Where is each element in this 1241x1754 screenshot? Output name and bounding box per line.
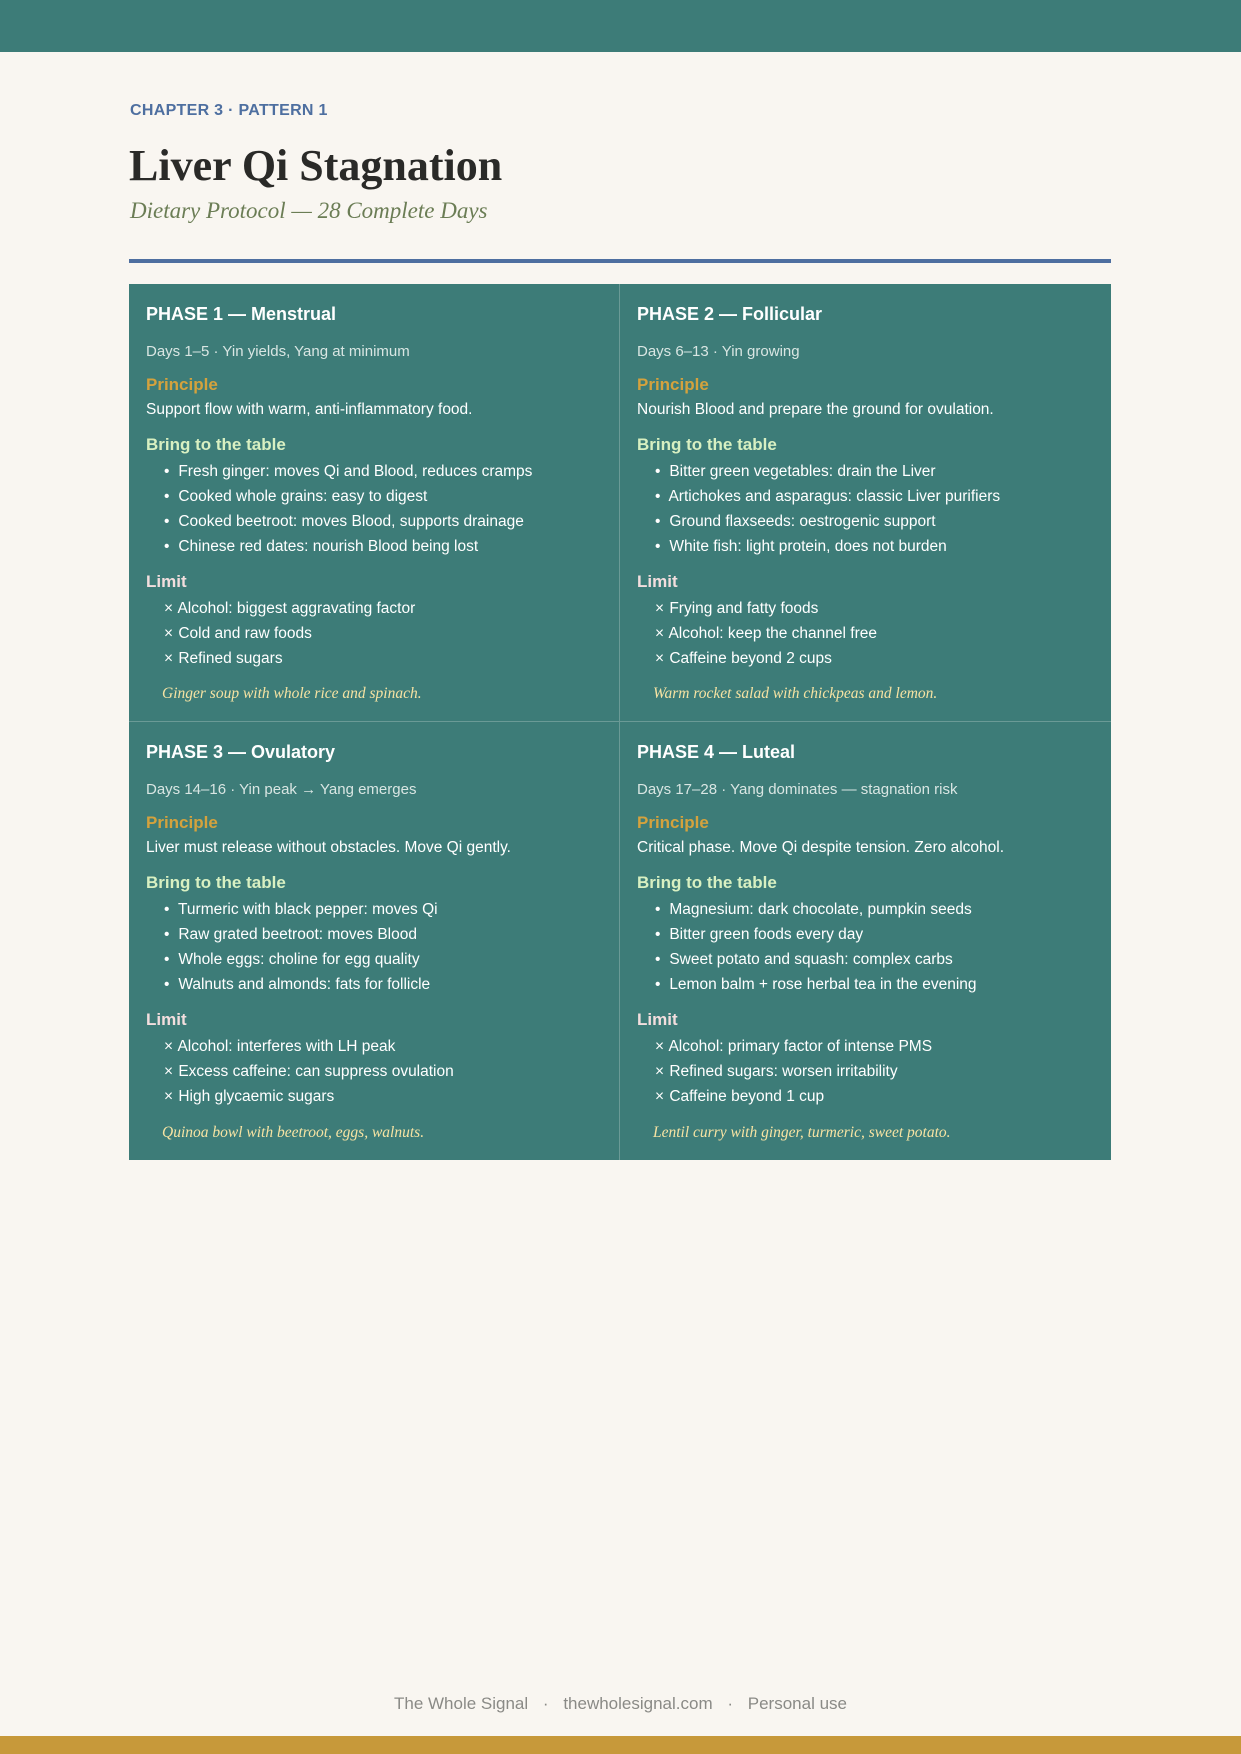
list-item: • Bitter green vegetables: drain the Liver [655, 459, 1095, 484]
phase-days: Days 14–16 · Yin peak → Yang emerges [146, 781, 417, 798]
list-item: • Turmeric with black pepper: moves Qi [164, 897, 603, 922]
list-item: • Whole eggs: choline for egg quality [164, 947, 603, 972]
list-item: × Caffeine beyond 1 cup [655, 1084, 1095, 1109]
bullet-icon: • [164, 463, 170, 480]
list-item: • Fresh ginger: moves Qi and Blood, reduces cramps [164, 459, 603, 484]
phase-title: PHASE 1 — Menstrual [146, 304, 337, 324]
list-item: × Alcohol: keep the channel free [655, 621, 1095, 646]
bullet-icon: • [655, 901, 661, 918]
bullet-icon: • [164, 951, 170, 968]
limit-list [637, 596, 1095, 671]
principle-heading: Principle [637, 813, 709, 832]
footer-usage: Personal use [747, 1694, 847, 1713]
cross-icon: × [655, 1088, 665, 1105]
title-divider [129, 259, 1111, 263]
bring-heading: Bring to the table [146, 873, 286, 892]
list-item: • Magnesium: dark chocolate, pumpkin seeds [655, 897, 1095, 922]
page-subtitle: Dietary Protocol — 28 Complete Days [130, 198, 488, 223]
phase-card-1 [129, 284, 620, 722]
bring-heading: Bring to the table [637, 435, 777, 454]
list-item: • Lemon balm + rose herbal tea in the evening [655, 972, 1095, 997]
chapter-label: CHAPTER 3 · PATTERN 1 [130, 102, 328, 119]
bring-list [637, 459, 1095, 559]
bullet-icon: • [655, 976, 661, 993]
phase-card-4 [620, 722, 1111, 1160]
bullet-icon: • [164, 488, 170, 505]
list-item: × Refined sugars [164, 646, 603, 671]
bottom-color-band [0, 1736, 1241, 1754]
phase-title: PHASE 3 — Ovulatory [146, 742, 336, 762]
limit-heading: Limit [637, 1010, 678, 1029]
cross-icon: × [655, 1038, 665, 1055]
footer-separator: · [542, 1694, 549, 1713]
cross-icon: × [164, 650, 174, 667]
list-item: • Sweet potato and squash: complex carbs [655, 947, 1095, 972]
list-item: × Refined sugars: worsen irritability [655, 1059, 1095, 1084]
cross-icon: × [655, 625, 665, 642]
meal-suggestion: Quinoa bowl with beetroot, eggs, walnuts. [162, 1124, 425, 1141]
meal-suggestion: Lentil curry with ginger, turmeric, sweet potato. [653, 1124, 951, 1141]
limit-heading: Limit [146, 572, 187, 591]
bullet-icon: • [164, 976, 170, 993]
bullet-icon: • [164, 538, 170, 555]
bullet-icon: • [164, 513, 170, 530]
list-item: × Alcohol: biggest aggravating factor [164, 596, 603, 621]
list-item: • Chinese red dates: nourish Blood being lost [164, 534, 603, 559]
footer-site-link[interactable]: thewholesignal.com [563, 1694, 713, 1713]
phase-card-2 [620, 284, 1111, 722]
list-item: • Raw grated beetroot: moves Blood [164, 922, 603, 947]
cross-icon: × [655, 600, 665, 617]
bring-list [146, 897, 603, 997]
phase-title: PHASE 4 — Luteal [637, 742, 796, 762]
bullet-icon: • [655, 513, 661, 530]
bullet-icon: • [655, 926, 661, 943]
bullet-icon: • [164, 901, 170, 918]
limit-heading: Limit [146, 1010, 187, 1029]
cross-icon: × [655, 1063, 665, 1080]
bullet-icon: • [655, 951, 661, 968]
principle-text: Nourish Blood and prepare the ground for ovulation. [637, 401, 994, 418]
footer-brand: The Whole Signal [393, 1694, 529, 1713]
list-item: • Cooked whole grains: easy to digest [164, 484, 603, 509]
bullet-icon: • [655, 463, 661, 480]
limit-list [146, 1034, 603, 1109]
list-item: × Caffeine beyond 2 cups [655, 646, 1095, 671]
phase-card-3 [129, 722, 620, 1160]
list-item: • Bitter green foods every day [655, 922, 1095, 947]
list-item: • Ground flaxseeds: oestrogenic support [655, 509, 1095, 534]
list-item: × Alcohol: primary factor of intense PMS [655, 1034, 1095, 1059]
footer-separator: · [727, 1694, 734, 1713]
list-item: • Cooked beetroot: moves Blood, supports drainage [164, 509, 603, 534]
principle-text: Critical phase. Move Qi despite tension. Zero alcohol. [637, 839, 1005, 856]
cross-icon: × [164, 625, 174, 642]
principle-text: Liver must release without obstacles. Move Qi gently. [146, 839, 511, 856]
list-item: × Frying and fatty foods [655, 596, 1095, 621]
phase-grid [129, 284, 1111, 1160]
bullet-icon: • [164, 926, 170, 943]
list-item: × Excess caffeine: can suppress ovulation [164, 1059, 603, 1084]
cross-icon: × [164, 600, 174, 617]
list-item: × Cold and raw foods [164, 621, 603, 646]
cross-icon: × [164, 1088, 174, 1105]
phase-days: Days 6–13 · Yin growing [637, 343, 800, 360]
page-title: Liver Qi Stagnation [129, 141, 503, 190]
principle-heading: Principle [146, 813, 218, 832]
cross-icon: × [164, 1063, 174, 1080]
bring-heading: Bring to the table [146, 435, 286, 454]
bullet-icon: • [655, 538, 661, 555]
list-item: • Walnuts and almonds: fats for follicle [164, 972, 603, 997]
meal-suggestion: Ginger soup with whole rice and spinach. [162, 685, 422, 702]
bring-heading: Bring to the table [637, 873, 777, 892]
phase-days: Days 17–28 · Yang dominates — stagnation risk [637, 781, 958, 798]
limit-list [146, 596, 603, 671]
phase-days: Days 1–5 · Yin yields, Yang at minimum [146, 343, 410, 360]
cross-icon: × [655, 650, 665, 667]
limit-list [637, 1034, 1095, 1109]
cross-icon: × [164, 1038, 174, 1055]
top-color-band [0, 0, 1241, 52]
footer [0, 1694, 1241, 1714]
limit-heading: Limit [637, 572, 678, 591]
bring-list [637, 897, 1095, 997]
principle-heading: Principle [637, 375, 709, 394]
meal-suggestion: Warm rocket salad with chickpeas and lemon. [653, 685, 938, 702]
list-item: × High glycaemic sugars [164, 1084, 603, 1109]
bring-list [146, 459, 603, 559]
list-item: × Alcohol: interferes with LH peak [164, 1034, 603, 1059]
principle-heading: Principle [146, 375, 218, 394]
list-item: • Artichokes and asparagus: classic Liver purifiers [655, 484, 1095, 509]
list-item: • White fish: light protein, does not burden [655, 534, 1095, 559]
phase-title: PHASE 2 — Follicular [637, 304, 823, 324]
principle-text: Support flow with warm, anti-inflammatory food. [146, 401, 473, 418]
bullet-icon: • [655, 488, 661, 505]
